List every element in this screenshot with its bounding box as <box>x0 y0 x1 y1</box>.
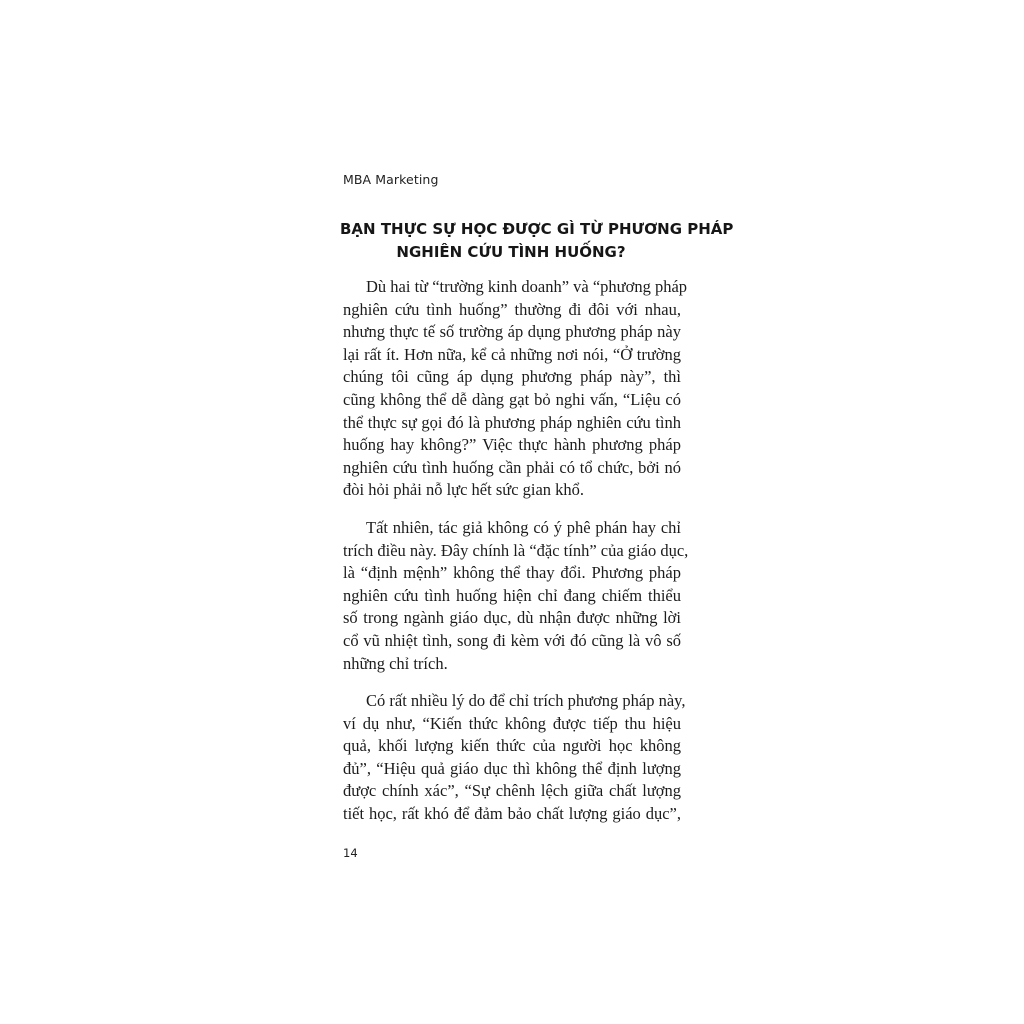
text-line: tiết học, rất khó để đảm bảo chất lượng giáo dục”, <box>343 804 681 824</box>
chapter-title-line: BẠN THỰC SỰ HỌC ĐƯỢC GÌ TỪ PHƯƠNG PHÁP <box>340 220 734 238</box>
page-number: 14 <box>343 846 358 860</box>
running-header: MBA Marketing <box>343 172 439 187</box>
text-line: những chỉ trích. <box>343 653 448 673</box>
paragraph <box>343 690 686 826</box>
chapter-title-line: NGHIÊN CỨU TÌNH HUỐNG? <box>396 243 626 261</box>
text-line: là “định mệnh” không thể thay đổi. Phương pháp <box>343 563 681 583</box>
text-line: Dù hai từ “trường kinh doanh” và “phương pháp <box>366 277 688 296</box>
text-line: thể thực sự gọi đó là phương pháp nghiên cứu tình <box>343 412 681 432</box>
body-text <box>343 276 689 841</box>
text-line: lại rất ít. Hơn nữa, kể cả những nơi nói, “Ở trường <box>343 344 681 364</box>
chapter-title <box>340 218 734 264</box>
text-line: cổ vũ nhiệt tình, song đi kèm với đó cũng là vô số <box>343 630 681 650</box>
text-line: số trong ngành giáo dục, dù nhận được những lời <box>343 608 681 628</box>
paragraph <box>343 276 688 502</box>
text-line: đòi hỏi phải nỗ lực hết sức gian khổ. <box>343 480 585 500</box>
text-line: chúng tôi cũng áp dụng phương pháp này”, thì <box>343 367 681 387</box>
text-line: nghiên cứu tình huống cần phải có tổ chức, bởi nó <box>343 457 681 477</box>
paragraph <box>343 517 689 675</box>
text-line: đủ”, “Hiệu quả giáo dục thì không thể định lượng <box>343 758 681 778</box>
text-line: nghiên cứu tình huống” thường đi đôi với nhau, <box>343 299 681 319</box>
text-line: nghiên cứu tình huống hiện chỉ đang chiếm thiểu <box>343 585 681 605</box>
text-line: cũng không thể dễ dàng gạt bỏ nghi vấn, “Liệu có <box>343 389 681 409</box>
text-line: Có rất nhiều lý do để chỉ trích phương pháp này, <box>366 691 686 711</box>
text-line: ví dụ như, “Kiến thức không được tiếp thu hiệu <box>343 713 681 733</box>
text-line: Tất nhiên, tác giả không có ý phê phán hay chỉ <box>366 517 681 537</box>
text-line: quả, khối lượng kiến thức của người học không <box>343 736 681 756</box>
text-line: nhưng thực tế số trường áp dụng phương pháp này <box>343 322 681 342</box>
text-line: trích điều này. Đây chính là “đặc tính” của giáo dục, <box>343 540 689 560</box>
text-line: huống hay không?” Việc thực hành phương pháp <box>343 435 681 455</box>
text-line: được chính xác”, “Sự chênh lệch giữa chất lượng <box>343 781 681 801</box>
